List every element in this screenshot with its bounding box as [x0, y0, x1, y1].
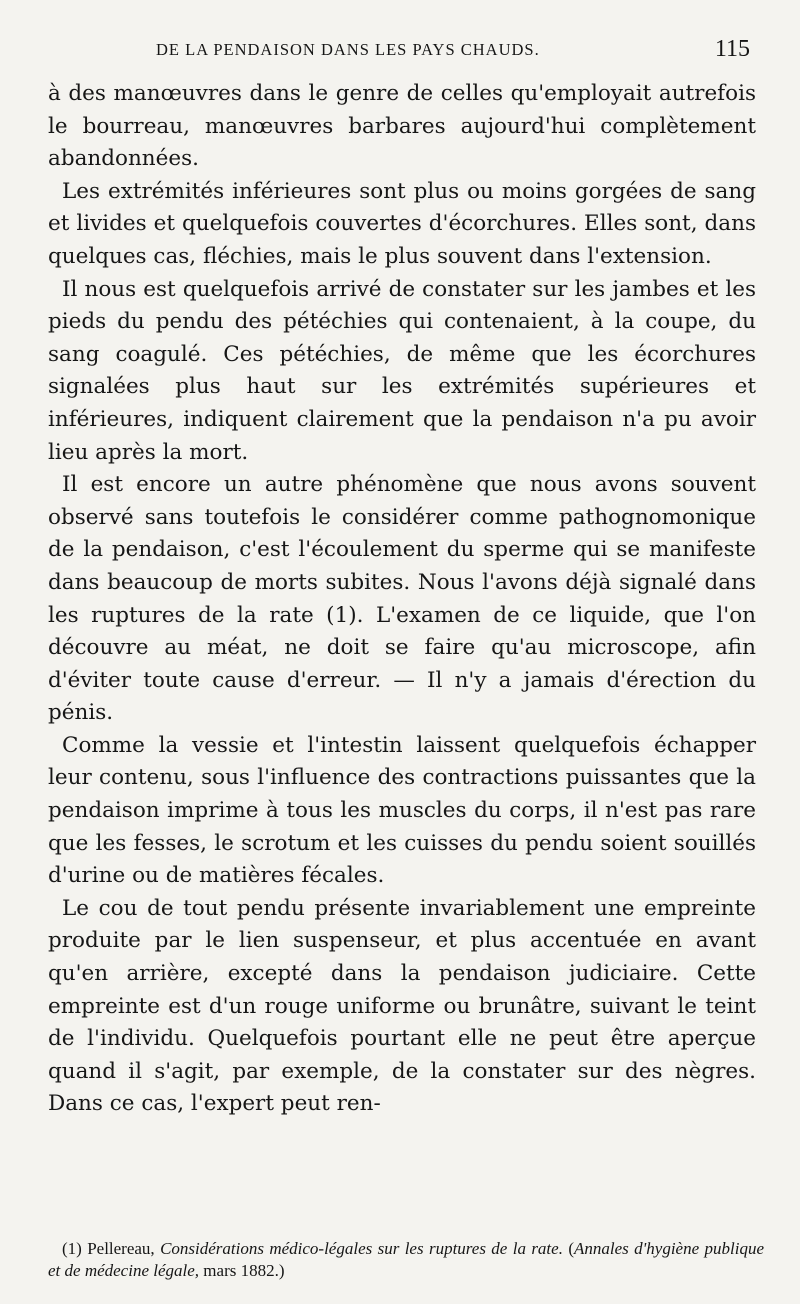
footnote-open-paren: ( — [568, 1239, 574, 1258]
running-head — [48, 36, 756, 70]
footnote-title: Considérations médico-légales sur les ruptures de la rate. — [160, 1239, 563, 1258]
footnote-journal: Annales d'hygiène publique et de médecine légale, — [48, 1239, 764, 1280]
body-text — [48, 78, 756, 1121]
footnote — [48, 1238, 764, 1282]
footnote-marker: (1) Pellereau, — [62, 1239, 155, 1258]
paragraph-bladder-intestine: Comme la vessie et l'intestin laissent quelquefois échapper leur contenu, sous l'influence des contractions puissantes que la pendaison imprime à tous les muscles du corps, il n'est pas rare que les fesses, le scrotum et les cuisses du pendu soient souillés d'urine ou de matières fécales. — [48, 732, 756, 889]
paragraph-neck-imprint: Le cou de tout pendu présente invariablement une empreinte produite par le lien suspenseur, et plus accentuée en avant qu'en arrière, excepté dans la pendaison judiciaire. Cette empreinte est d'un rouge uniforme ou brunâtre, suivant le teint de l'individu. Quelquefois pourtant elle ne peut être aperçue quand il s'agit, par exemple, de la constater sur des nègres. Dans ce cas, l'expert peut ren- — [48, 895, 756, 1117]
paragraph-lower-extremities: Les extrémités inférieures sont plus ou moins gorgées de sang et livides et quelquefois couvertes d'écorchures. Elles sont, dans quelques cas, fléchies, mais le plus souvent dans l'extension. — [48, 178, 756, 269]
page-number: 115 — [714, 36, 750, 62]
paragraph-sperm-discharge: Il est encore un autre phénomène que nous avons souvent observé sans toutefois le considérer comme pathognomonique de la pendaison, c'est l'écoulement du sperme qui se manifeste dans beaucoup de morts subites. Nous l'avons déjà signalé dans les ruptures de la rate (1). L'examen de ce liquide, que l'on découvre au méat, ne doit se faire qu'au microscope, afin d'éviter toute cause d'erreur. — Il n'y a jamais d'érection du pénis. — [48, 472, 756, 726]
footnote-date: mars 1882.) — [203, 1261, 285, 1280]
footnote-text — [48, 1238, 764, 1282]
running-title: DE LA PENDAISON DANS LES PAYS CHAUDS. — [156, 40, 540, 59]
paragraph-continued: à des manœuvres dans le genre de celles qu'employait autrefois le bourreau, manœuvres barbares aujourd'hui complètement abandonnées. — [48, 81, 756, 172]
paragraph-petechiae: Il nous est quelquefois arrivé de constater sur les jambes et les pieds du pendu des pétéchies qui contenaient, à la coupe, du sang coagulé. Ces pétéchies, de même que les écorchures signalées plus haut sur les extrémités supérieures et inférieures, indiquent clairement que la pendaison n'a pu avoir lieu après la mort. — [48, 276, 756, 465]
